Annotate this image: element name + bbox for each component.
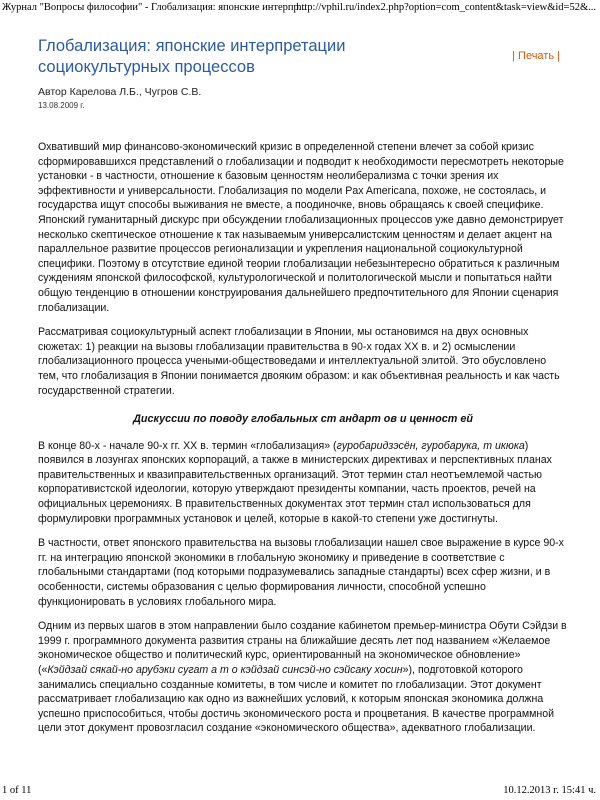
article-body — [38, 140, 568, 746]
paragraph-aspects: Рассматривая социокультурный аспект глобализации в Японии, мы остановимся на двух основных сюжетах: 1) реакции на вызовы глобализации правительства в 90-х годах XX в. и 2) осмыслении глобализационного процесса учеными-обществоведами и интеллектуальной элитой. Это обусловлено тем, что глобализация в Японии понимается двояким образом: и как объективная реальность и как часть государственной стратегии. — [38, 326, 560, 397]
p5-start: Одним из первых шагов в этом направлении было создание кабинетом премьер-министра Обути Сэйдзи в 1999 г. программного документа развития страны на ближайшие десять лет под названием «Желаемое экономическое общество и политический курс, ориентированный на экономическое обновление» (« — [38, 620, 567, 676]
print-link[interactable]: | Печать | — [512, 50, 560, 62]
page-url: http://vphil.ru/index2.php?option=com_content&task=view&id=52&... — [296, 2, 596, 13]
article-title: Глобализация: японские интерпретации социокультурных процессов — [38, 37, 346, 76]
print-header — [0, 0, 600, 16]
print-timestamp: 10.12.2013 г. 15:41 ч. — [503, 785, 596, 796]
p3-japanese-terms: гуробаридзэсён, гуробарука, т икюка — [336, 439, 525, 452]
page-title-header: Журнал "Вопросы философии" - Глобализация: японские интерпр... — [2, 2, 307, 13]
paragraph-intro: Охвативший мир финансово-экономический кризис в определенной степени влечет за собой кризис сформировавшихся представлений о глобализации и подводит к необходимости пересмотреть некоторые установки - в частности, отношение к базовым ценностям неолиберализма с точки зрения их эффективности и универсальности. Глобализация по модели Pax Americana, похоже, не состоялась, и государства ищут способы выживания не вместе, а поодиночке, вновь обращаясь к своей специфике. Японский гуманитарный дискурс при обсуждении глобализационных процессов уже давно демонстрирует несколько скептическое отношение к так называемым универсалистским ценностям и делает акцент на параллельное развитие процессов регионализации и укрепления национальной социокультурной специфики. Поэтому в отсутствие единой теории глобализации небезынтересно обратиться к различным суждениям японской философской, культурологической и политологической мысли и попытаться найти общую тенденцию в отношении конструирования дальнейшего предпочтительного для Японии сценария глобализации. — [38, 141, 564, 314]
article-author: Автор Карелова Л.Б., Чугров С.В. — [38, 86, 202, 98]
p3-start: В конце 80-х - начале 90-х гг. XX в. термин «глобализация» ( — [38, 439, 337, 452]
p3-end: ) появился в лозунгах японских корпораций, а также в министерских директивах и перспективных планах правительственных и квазиправительственных организаций. Этот термин стал неотъемлемой частью корпоративистской идеологии, которую утверждают президенты компании, часть проектов, речей на официальных церемониях. В правительственных документах этот термин стал использоваться для формулировки программных установок и целей, которые в какой-то степени уже достигнуты. — [38, 439, 552, 525]
p5-end: »), подготовкой которого занимались специально созданные комитеты, в том числе и комитет по глобализации. Этот документ рассматривает глобализацию как одно из важнейших условий, к которым японская экономика должна успешно приспособиться, чтобы достичь экономического роста и процветания. В качестве программной цели этот документ провозгласил создание «экономического общества», адекватного глобализации. — [38, 664, 555, 735]
article-date: 13.08.2009 г. — [38, 101, 85, 110]
print-footer — [0, 784, 600, 800]
page-counter: 1 of 11 — [2, 785, 32, 796]
paragraph-obuchi-program — [38, 619, 568, 736]
article-header — [38, 36, 568, 110]
paragraph-government-response: В частности, ответ японского правительства на вызовы глобализации нашел свое выражение в курсе 90-х гг. на интеграцию японской экономики в глобальную экономику и приведение в соответствие с глобальными стандартами (под которыми подразумевались западные стандарты) всех сфер жизни, и в особенности, системы образования с целью формирования личности, способной успешно функционировать в условиях глобального мира. — [38, 537, 564, 608]
paragraph-term-history — [38, 439, 568, 527]
p5-japanese-title: Кэйдзай сякай-но арубэки сугат а т о кэйдзай синсэй-но сэйсаку хосин — [47, 664, 403, 676]
section-heading: Дискуссии по поводу глобальных ст андарт ов и ценност ей — [133, 413, 473, 426]
